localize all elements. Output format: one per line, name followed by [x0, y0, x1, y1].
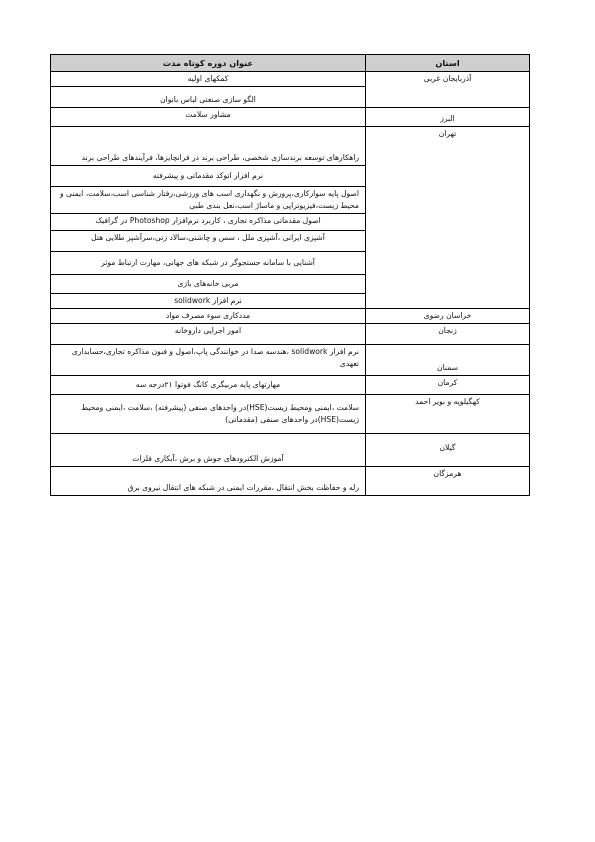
- table-row: [51, 72, 530, 87]
- table-row: [51, 345, 530, 376]
- table-row: [51, 324, 530, 345]
- course-cell: [51, 214, 366, 231]
- province-cell: تهران: [366, 127, 530, 309]
- course-cell: آشنایی با سامانه جستجوگر در شبکه های جهانی، مهارت ارتباط موثر: [51, 252, 366, 275]
- course-cell: نرم افزار solidwork ،هندسه صدا در خوانندگی پاپ،اصول و فنون مذاکره تجاری،حسابداری تعهدی: [51, 345, 366, 376]
- course-cell: مهارتهای پایه مربیگری کانگ فوتوا ۲۱درجه سه: [51, 376, 366, 395]
- course-cell: سلامت ،ایمنی ومحیط زیست(HSE)در واحدهای صنفی (پیشرفته) ،سلامت ،ایمنی ومحیط زیست(HSE)در واحدهای صنفی (مقدماتی): [51, 395, 366, 434]
- table-row: [51, 376, 530, 395]
- course-cell: نرم افزار اتوکد مقدماتی و پیشرفته: [51, 166, 366, 187]
- table-header-row: [51, 55, 530, 72]
- province-cell: سمنان: [366, 345, 530, 376]
- course-cell: رله و حفاظت بخش انتقال ،مقررات ایمنی در شبکه های انتقال نیروی برق: [51, 467, 366, 496]
- province-cell: هرمزگان: [366, 467, 530, 496]
- course-cell: مشاور سلامت: [51, 108, 366, 127]
- course-cell: آشپزی ایرانی ،آشپزی ملل ، سس و چاشنی،سالاد زنی،سرآشپز طلایی هتل: [51, 231, 366, 252]
- table-row: [51, 127, 530, 166]
- province-cell: آذربایجان غربی: [366, 72, 530, 108]
- course-cell: اصول پایه سوارکاری،پرورش و نگهداری اسب های ورزشی،رفتار شناسی اسب،سلامت، ایمنی و محیط زیست،فیزیوتراپی و ماساژ اسب،نعل بندی طبی: [51, 187, 366, 214]
- course-cell: مددکاری سوء مصرف مواد: [51, 309, 366, 324]
- course-text-photoshop: اصول مقدماتی مذاکره تجاری ، کاربرد نرم‌افزار Photoshop در گرافیک: [95, 216, 321, 225]
- province-cell: کهگیلویه و بویر احمد: [366, 395, 530, 434]
- course-cell: نرم افزار solidwork: [51, 294, 366, 309]
- province-cell: زنجان: [366, 324, 530, 345]
- table-row: [51, 309, 530, 324]
- table-row: [51, 395, 530, 434]
- province-cell: البرز: [366, 108, 530, 127]
- table-row: [51, 434, 530, 467]
- course-cell: امور اجرایی داروخانه: [51, 324, 366, 345]
- course-cell: آموزش الکترودهای جوش و برش ،آبکاری فلزات: [51, 434, 366, 467]
- course-cell: کمکهای اولیه: [51, 72, 366, 87]
- province-cell: گیلان: [366, 434, 530, 467]
- course-cell: مربی خانه‌های بازی: [51, 275, 366, 294]
- header-course: عنوان دوره کوتاه مدت: [51, 55, 366, 72]
- table-row: [51, 467, 530, 496]
- course-cell: راهکارهای توسعه برندسازی شخصی، طراحی برند در فرانچایزها، فرآیندهای طراحی برند: [51, 127, 366, 166]
- header-province: استان: [366, 55, 530, 72]
- province-cell: خراسان رضوی: [366, 309, 530, 324]
- courses-table: [50, 54, 530, 496]
- province-cell: کرمان: [366, 376, 530, 395]
- table-row: [51, 108, 530, 127]
- course-cell: الگو سازی صنعتی لباس بانوان: [51, 87, 366, 108]
